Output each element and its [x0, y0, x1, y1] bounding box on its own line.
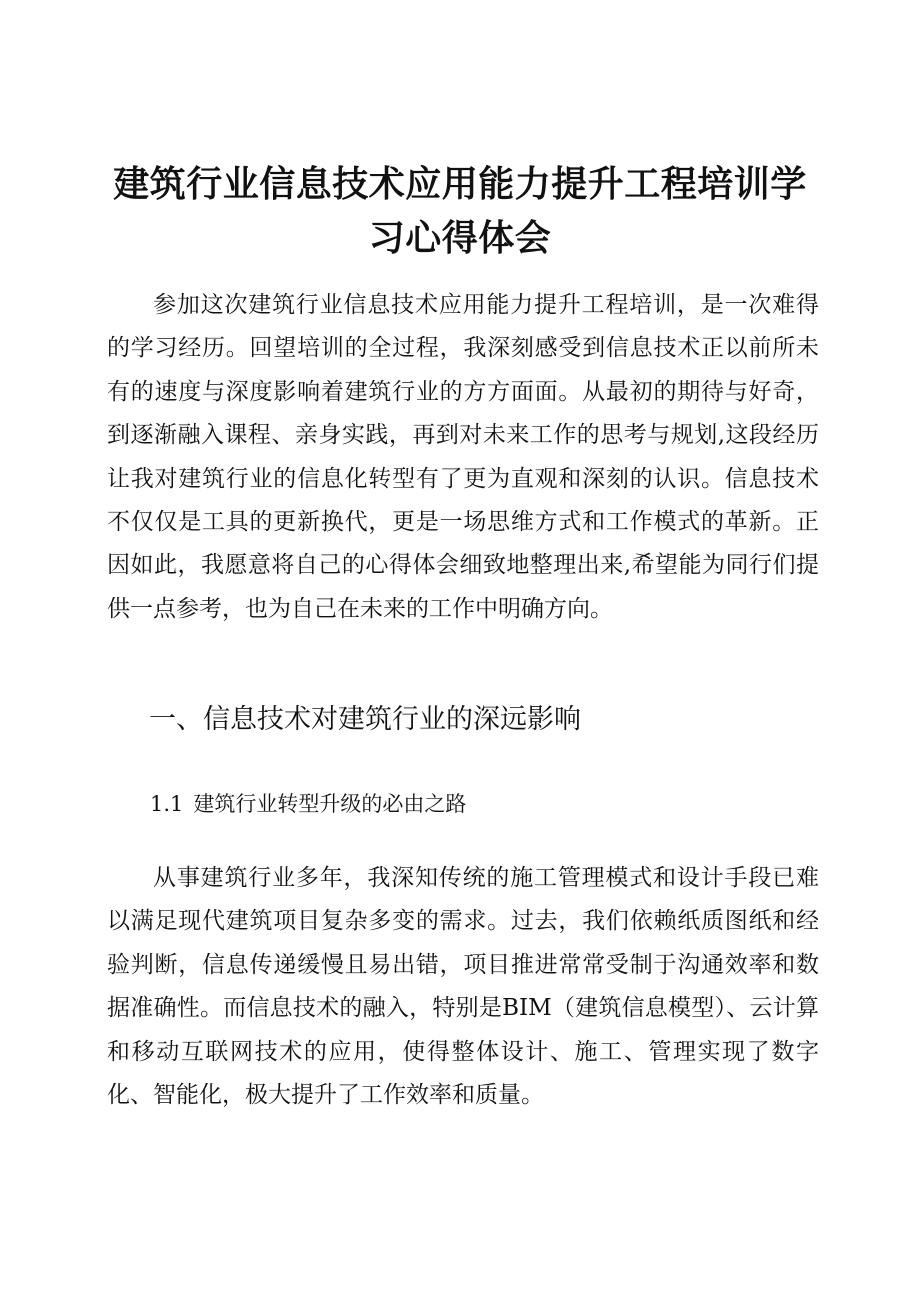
section-heading: 一、信息技术对建筑行业的深远影响	[149, 704, 581, 735]
subsection-paragraph: 从事建筑行业多年，我深知传统的施工管理模式和设计手段已难以满足现代建筑项目复杂多变的需求。过去，我们依赖纸质图纸和经验判断，信息传递缓慢且易出错，项目推进常常受制于沟通效率和数据准确性。而信息技术的融入，特别是BIM（建筑信息模型）、云计算和移动互联网技术的应用，使得整体设计、施工、管理实现了数字化、智能化，极大提升了工作效率和质量。	[107, 865, 819, 1109]
intro-paragraph: 参加这次建筑行业信息技术应用能力提升工程培训，是一次难得的学习经历。回望培训的全过程，我深刻感受到信息技术正以前所未有的速度与深度影响着建筑行业的方方面面。从最初的期待与好奇，到逐渐融入课程、亲身实践，再到对未来工作的思考与规划,这段经历让我对建筑行业的信息化转型有了更为直观和深刻的认识。信息技术不仅仅是工具的更新换代，更是一场思维方式和工作模式的革新。正因如此，我愿意将自己的心得体会细致地整理出来,希望能为同行们提供一点参考，也为自己在未来的工作中明确方向。	[107, 292, 819, 622]
subsection-heading-text: 建筑行业转型升级的必由之路	[193, 792, 467, 816]
subsection-heading	[150, 788, 466, 820]
document-title: 建筑行业信息技术应用能力提升工程培训学习心得体会	[113, 164, 807, 259]
subsection-number: 1.1	[150, 792, 184, 816]
